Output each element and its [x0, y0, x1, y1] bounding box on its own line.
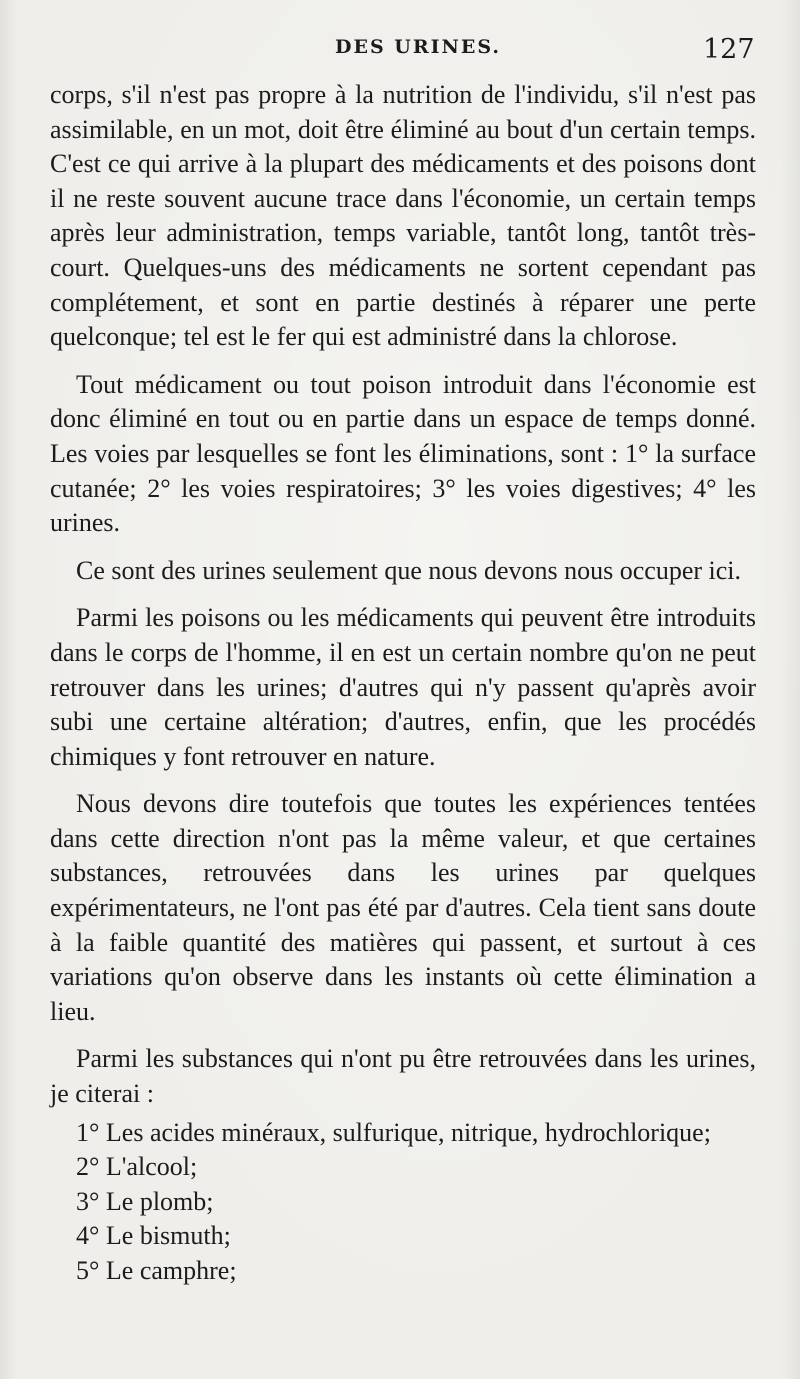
list-item: 1° Les acides minéraux, sulfurique, nitrique, hydrochlorique; — [76, 1117, 711, 1147]
list-item: 5° Le camphre; — [76, 1256, 237, 1285]
paragraph-substances-intro: Parmi les substances qui n'ont pu être retrouvées dans les urines, je citerai : — [50, 1044, 756, 1109]
list-item: 4° Le bismuth; — [76, 1221, 231, 1251]
running-title: DES URINES. — [335, 36, 502, 58]
paragraph-urines-focus: Ce sont des urines seulement que nous devons nous occuper ici. — [76, 555, 742, 585]
list-item: 3° Le plomb; — [76, 1186, 214, 1216]
paragraph-experiments: Nous devons dire toutefois que toutes les expériences tentées dans cette direction n'ont pas la même valeur, et que certaines substances, retrouvées dans les urines par quelques expérimentateurs, ne l'ont pas été par d'autres. Cela tient sans doute à la faible quantité des matières qui passent, et surtout à ces variations qu'on observe dans les instants où cette élimination a lieu. — [50, 789, 756, 1026]
page-number: 127 — [703, 34, 755, 65]
list-item: 2° L'alcool; — [76, 1152, 198, 1182]
paragraph-continuation: corps, s'il n'est pas propre à la nutrition de l'individu, s'il n'est pas assimilable, en un mot, doit être éliminé au bout d'un certain temps. C'est ce qui arrive à la plupart des médicaments et des poisons dont il ne reste souvent aucune trace dans l'économie, un certain temps après leur administration, temps variable, tantôt long, tantôt très-court. Quelques-uns des médicaments ne sortent cependant pas complétement, et sont en partie destinés à réparer une perte quelconque; tel est le fer qui est administré dans la chlorose. — [50, 80, 756, 352]
substances-list — [50, 1116, 756, 1289]
paragraph-poisons: Parmi les poisons ou les médicaments qui peuvent être introduits dans le corps de l'homme, il en est un certain nombre qu'on ne peut retrouver dans les urines; d'autres qui n'y passent qu'après avoir subi une certaine altération; d'autres, enfin, que les procédés chimiques y font retrouver en nature. — [50, 603, 756, 771]
running-head — [0, 36, 800, 66]
paragraph-elimination: Tout médicament ou tout poison introduit dans l'économie est donc éliminé en tout ou en partie dans un espace de temps donné. Les voies par lesquelles se font les éliminations, sont : 1° la surface cutanée; 2° les voies respiratoires; 3° les voies digestives; 4° les urines. — [50, 369, 756, 538]
body-text — [50, 78, 756, 1289]
